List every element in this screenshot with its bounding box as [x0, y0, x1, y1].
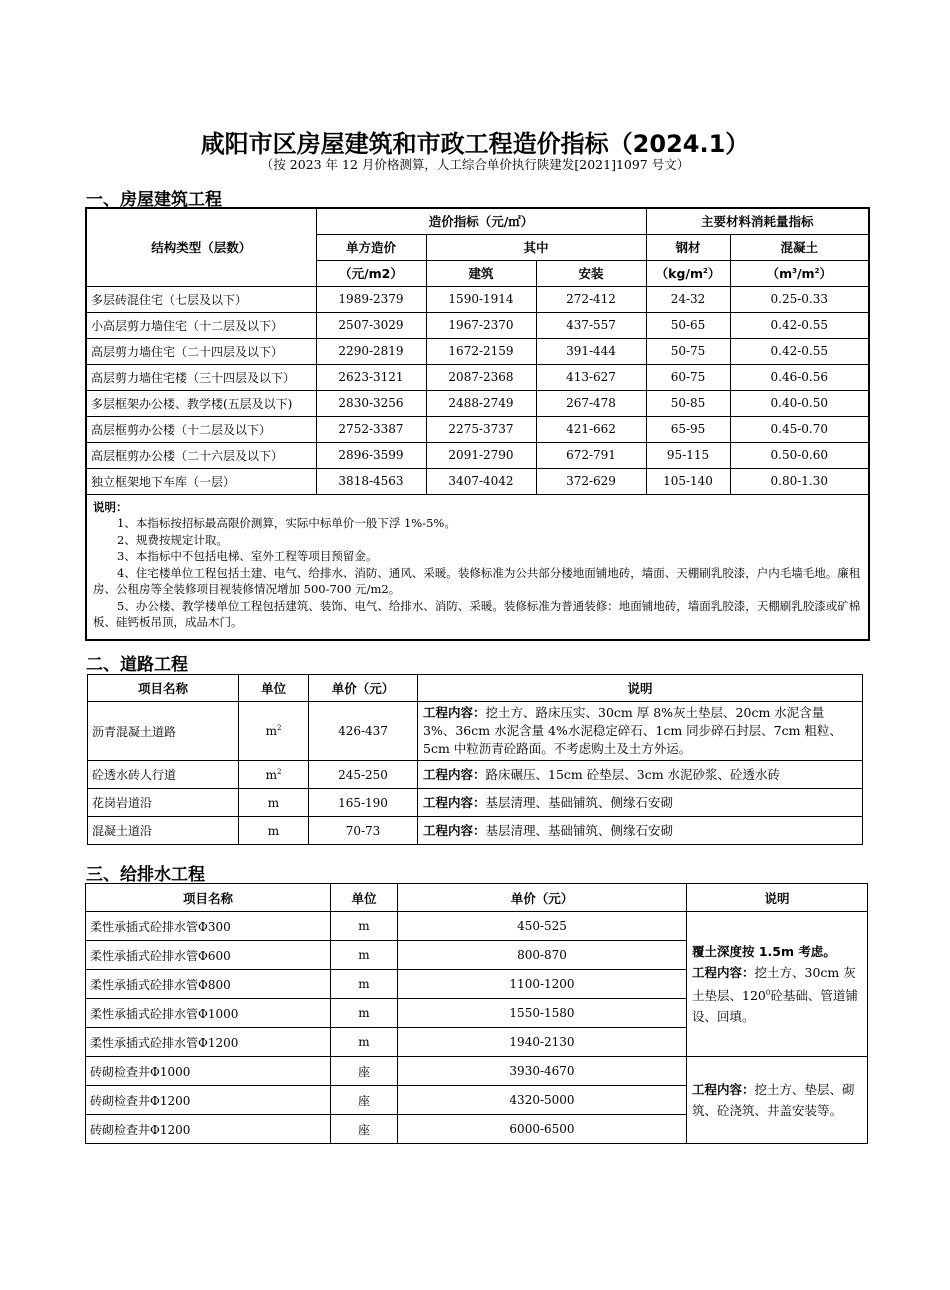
- unit-cost-cell: 2752-3387: [316, 416, 426, 442]
- install-cost-cell: 272-412: [536, 286, 646, 312]
- header-install: 安装: [536, 260, 646, 286]
- table-row: [86, 364, 869, 390]
- page-subtitle: （按 2023 年 12 月价格测算，人工综合单价执行陕建发[2021]1097 号文）: [260, 157, 690, 172]
- unit-cell: m: [331, 999, 398, 1028]
- concrete-cell: 0.45-0.70: [730, 416, 869, 442]
- header-cost-index: 造价指标（元/㎡）: [316, 208, 646, 234]
- header-material-index: 主要材料消耗量指标: [646, 208, 869, 234]
- item-name-cell: 砖砌检查井Φ1200: [86, 1086, 331, 1115]
- concrete-cell: 0.80-1.30: [730, 468, 869, 494]
- install-cost-cell: 437-557: [536, 312, 646, 338]
- price-cell: 245-250: [309, 761, 418, 789]
- note-item: 4、住宅楼单位工程包括土建、电气、给排水、消防、通风、采暖。装修标准为公共部分楼地面铺地砖，墙面、天棚刷乳胶漆，户内毛墙毛地。廉租房、公租房等全装修项目视装修情况增加 500-700 元/m2。: [93, 565, 861, 596]
- description-text: 路床碾压、15cm 砼垫层、3cm 水泥砂浆、砼透水砖: [485, 766, 781, 782]
- install-cost-cell: 267-478: [536, 390, 646, 416]
- unit-cell: [239, 817, 309, 845]
- unit-cost-cell: 2830-3256: [316, 390, 426, 416]
- build-cost-cell: 1672-2159: [426, 338, 536, 364]
- description-label: 工程内容：: [692, 964, 755, 980]
- concrete-cell: 0.25-0.33: [730, 286, 869, 312]
- unit-cost-cell: 3818-4563: [316, 468, 426, 494]
- header-price: 单价（元）: [309, 675, 418, 702]
- install-cost-cell: 391-444: [536, 338, 646, 364]
- note-item: 2、规费按规定计取。: [117, 532, 228, 547]
- structure-type-cell: 高层框剪办公楼（二十六层及以下）: [86, 442, 316, 468]
- description-cell: [418, 817, 863, 845]
- notes-block: [86, 494, 869, 640]
- steel-cell: 95-115: [646, 442, 730, 468]
- unit-cell: m: [331, 912, 398, 941]
- header-build: 建筑: [426, 260, 536, 286]
- table-row: [86, 312, 869, 338]
- concrete-cell: 0.42-0.55: [730, 338, 869, 364]
- install-cost-cell: 421-662: [536, 416, 646, 442]
- manhole-description-cell: [687, 1057, 868, 1144]
- steel-cell: 105-140: [646, 468, 730, 494]
- section-heading-road: 二、道路工程: [86, 655, 188, 675]
- price-cell: 4320-5000: [398, 1086, 687, 1115]
- header-unit: 单位: [331, 884, 398, 912]
- description-text: 基层清理、基础铺筑、侧缘石安砌: [485, 822, 674, 838]
- item-name-cell: 柔性承插式砼排水管Φ1200: [86, 1028, 331, 1057]
- steel-cell: 50-75: [646, 338, 730, 364]
- section-heading-water: 三、给排水工程: [86, 865, 205, 885]
- steel-cell: 24-32: [646, 286, 730, 312]
- unit-cell: [239, 702, 309, 761]
- structure-type-cell: 高层剪力墙住宅楼（三十四层及以下）: [86, 364, 316, 390]
- steel-cell: 50-85: [646, 390, 730, 416]
- table-row: [88, 761, 863, 789]
- description-cell: [418, 761, 863, 789]
- description-label: 工程内容：: [692, 1082, 755, 1097]
- steel-cell: 65-95: [646, 416, 730, 442]
- build-cost-cell: 2087-2368: [426, 364, 536, 390]
- header-structure-type: 结构类型（层数）: [86, 208, 316, 286]
- concrete-cell: 0.40-0.50: [730, 390, 869, 416]
- price-cell: 3930-4670: [398, 1057, 687, 1086]
- note-item: 5、办公楼、教学楼单位工程包括建筑、装饰、电气、给排水、消防、采暖。装修标准为普通装修：地面铺地砖，墙面乳胶漆，天棚刷乳胶漆或矿棉板、硅钙板吊顶，成品木门。: [93, 598, 861, 629]
- price-cell: 800-870: [398, 941, 687, 970]
- price-cell: 6000-6500: [398, 1115, 687, 1144]
- item-name-cell: 柔性承插式砼排水管Φ1000: [86, 999, 331, 1028]
- description-label: 工程内容：: [423, 794, 486, 810]
- install-cost-cell: 413-627: [536, 364, 646, 390]
- build-cost-cell: 2275-3737: [426, 416, 536, 442]
- unit-text: m: [267, 823, 280, 838]
- table-row: [88, 817, 863, 845]
- unit-cell: 座: [331, 1115, 398, 1144]
- structure-type-cell: 独立框架地下车库（一层）: [86, 468, 316, 494]
- structure-type-cell: 高层框剪办公楼（十二层及以下）: [86, 416, 316, 442]
- description-cell: [418, 702, 863, 761]
- section-heading-building: 一、房屋建筑工程: [86, 190, 222, 210]
- install-cost-cell: 672-791: [536, 442, 646, 468]
- unit-cell: m: [331, 1028, 398, 1057]
- header-unit-kg: $(kg/m^2)$: [646, 260, 730, 286]
- structure-type-cell: 多层砖混住宅（七层及以下）: [86, 286, 316, 312]
- price-cell: 450-525: [398, 912, 687, 941]
- item-name-cell: 混凝土道沿: [88, 817, 239, 845]
- unit-cell: 座: [331, 1086, 398, 1115]
- header-description: 说明: [418, 675, 863, 702]
- concrete-cell: 0.46-0.56: [730, 364, 869, 390]
- header-concrete: 混凝土: [730, 234, 869, 260]
- structure-type-cell: 高层剪力墙住宅（二十四层及以下）: [86, 338, 316, 364]
- table-row: [86, 468, 869, 494]
- note-item: 1、本指标按招标最高限价测算，实际中标单价一般下浮 1%-5%。: [117, 516, 456, 530]
- build-cost-cell: 3407-4042: [426, 468, 536, 494]
- item-name-cell: 柔性承插式砼排水管Φ600: [86, 941, 331, 970]
- unit-cell: 座: [331, 1057, 398, 1086]
- description-label: 工程内容：: [423, 766, 486, 782]
- unit-cell: m: [331, 941, 398, 970]
- unit-text: m: [265, 767, 277, 782]
- unit-cost-cell: 2623-3121: [316, 364, 426, 390]
- price-cell: 1550-1580: [398, 999, 687, 1028]
- notes-title: 说明：: [93, 499, 128, 514]
- header-unit: 单位: [239, 675, 309, 702]
- header-unit-m3: $(m^3/m^2)$: [730, 260, 869, 286]
- build-cost-cell: 1967-2370: [426, 312, 536, 338]
- item-name-cell: 砼透水砖人行道: [88, 761, 239, 789]
- description-text: 挖土方、垫层、砌筑、砼浇筑、井盖安装等。: [692, 1082, 855, 1118]
- unit-superscript: 2: [276, 767, 282, 776]
- pipe-cover-depth: 覆土深度按 1.5m 考虑。: [692, 943, 836, 959]
- unit-cell: [239, 761, 309, 789]
- description-text: 基层清理、基础铺筑、侧缘石安砌: [485, 794, 674, 810]
- unit-superscript: 2: [276, 724, 282, 732]
- header-item-name: 项目名称: [86, 884, 331, 912]
- price-cell: 1940-2130: [398, 1028, 687, 1057]
- water-table: [85, 883, 868, 1144]
- table-row: [86, 416, 869, 442]
- pipe-description-cell: [687, 912, 868, 1057]
- structure-type-cell: 小高层剪力墙住宅（十二层及以下）: [86, 312, 316, 338]
- item-name-cell: 柔性承插式砼排水管Φ800: [86, 970, 331, 999]
- table-row: [86, 390, 869, 416]
- item-name-cell: 花岗岩道沿: [88, 789, 239, 817]
- description-text: 挖土方、30cm 灰土垫层、120: [692, 964, 856, 1004]
- building-table: [85, 207, 870, 641]
- description-cell: [418, 789, 863, 817]
- build-cost-cell: 2091-2790: [426, 442, 536, 468]
- install-cost-cell: 372-629: [536, 468, 646, 494]
- unit-cell: m: [331, 970, 398, 999]
- header-unit-yuan: （元/m2）: [316, 260, 426, 286]
- steel-cell: 50-65: [646, 312, 730, 338]
- concrete-cell: 0.50-0.60: [730, 442, 869, 468]
- note-item: 3、本指标中不包括电梯、室外工程等项目预留金。: [117, 549, 378, 563]
- price-cell: 426-437: [309, 702, 418, 761]
- price-cell: 165-190: [309, 789, 418, 817]
- table-row: [86, 1057, 868, 1086]
- table-row: [86, 912, 868, 941]
- structure-type-cell: 多层框架办公楼、教学楼(五层及以下): [86, 390, 316, 416]
- item-name-cell: 砖砌检查井Φ1200: [86, 1115, 331, 1144]
- unit-cost-cell: 2507-3029: [316, 312, 426, 338]
- description-label: 工程内容：: [423, 705, 486, 720]
- unit-cell: [239, 789, 309, 817]
- steel-cell: 60-75: [646, 364, 730, 390]
- unit-cost-cell: 2290-2819: [316, 338, 426, 364]
- price-cell: 1100-1200: [398, 970, 687, 999]
- table-row: [86, 286, 869, 312]
- price-cell: 70-73: [309, 817, 418, 845]
- header-steel: 钢材: [646, 234, 730, 260]
- item-name-cell: 沥青混凝土道路: [88, 702, 239, 761]
- concrete-cell: 0.42-0.55: [730, 312, 869, 338]
- build-cost-cell: 1590-1914: [426, 286, 536, 312]
- pipe-work-content: [692, 962, 862, 1027]
- header-item-name: 项目名称: [88, 675, 239, 702]
- header-unit-cost: 单方造价: [316, 234, 426, 260]
- unit-text: m: [267, 795, 280, 810]
- item-name-cell: 柔性承插式砼排水管Φ300: [86, 912, 331, 941]
- table-row: [88, 702, 863, 761]
- description-text: 砼基础、管道铺设、回填。: [692, 988, 858, 1025]
- item-name-cell: 砖砌检查井Φ1000: [86, 1057, 331, 1086]
- road-table: [87, 674, 863, 845]
- description-text: 挖土方、路床压实、30cm 厚 8%灰土垫层、20cm 水泥含量 3%、36cm 水泥含量 4%水泥稳定碎石、1cm 同步碎石封层、7cm 粗粒、5cm 中粒沥青砼路面。不考虑购土及土方外运。: [423, 705, 842, 756]
- header-among: 其中: [426, 234, 646, 260]
- header-price: 单价（元）: [398, 884, 687, 912]
- degree-superscript: 0: [765, 988, 771, 997]
- unit-text: m: [265, 724, 277, 738]
- unit-cost-cell: 2896-3599: [316, 442, 426, 468]
- page-title: 咸阳市区房屋建筑和市政工程造价指标（2024.1）: [200, 130, 750, 158]
- unit-cost-cell: 1989-2379: [316, 286, 426, 312]
- table-row: [86, 442, 869, 468]
- description-label: 工程内容：: [423, 822, 486, 838]
- table-row: [88, 789, 863, 817]
- build-cost-cell: 2488-2749: [426, 390, 536, 416]
- table-row: [86, 338, 869, 364]
- header-description: 说明: [687, 884, 868, 912]
